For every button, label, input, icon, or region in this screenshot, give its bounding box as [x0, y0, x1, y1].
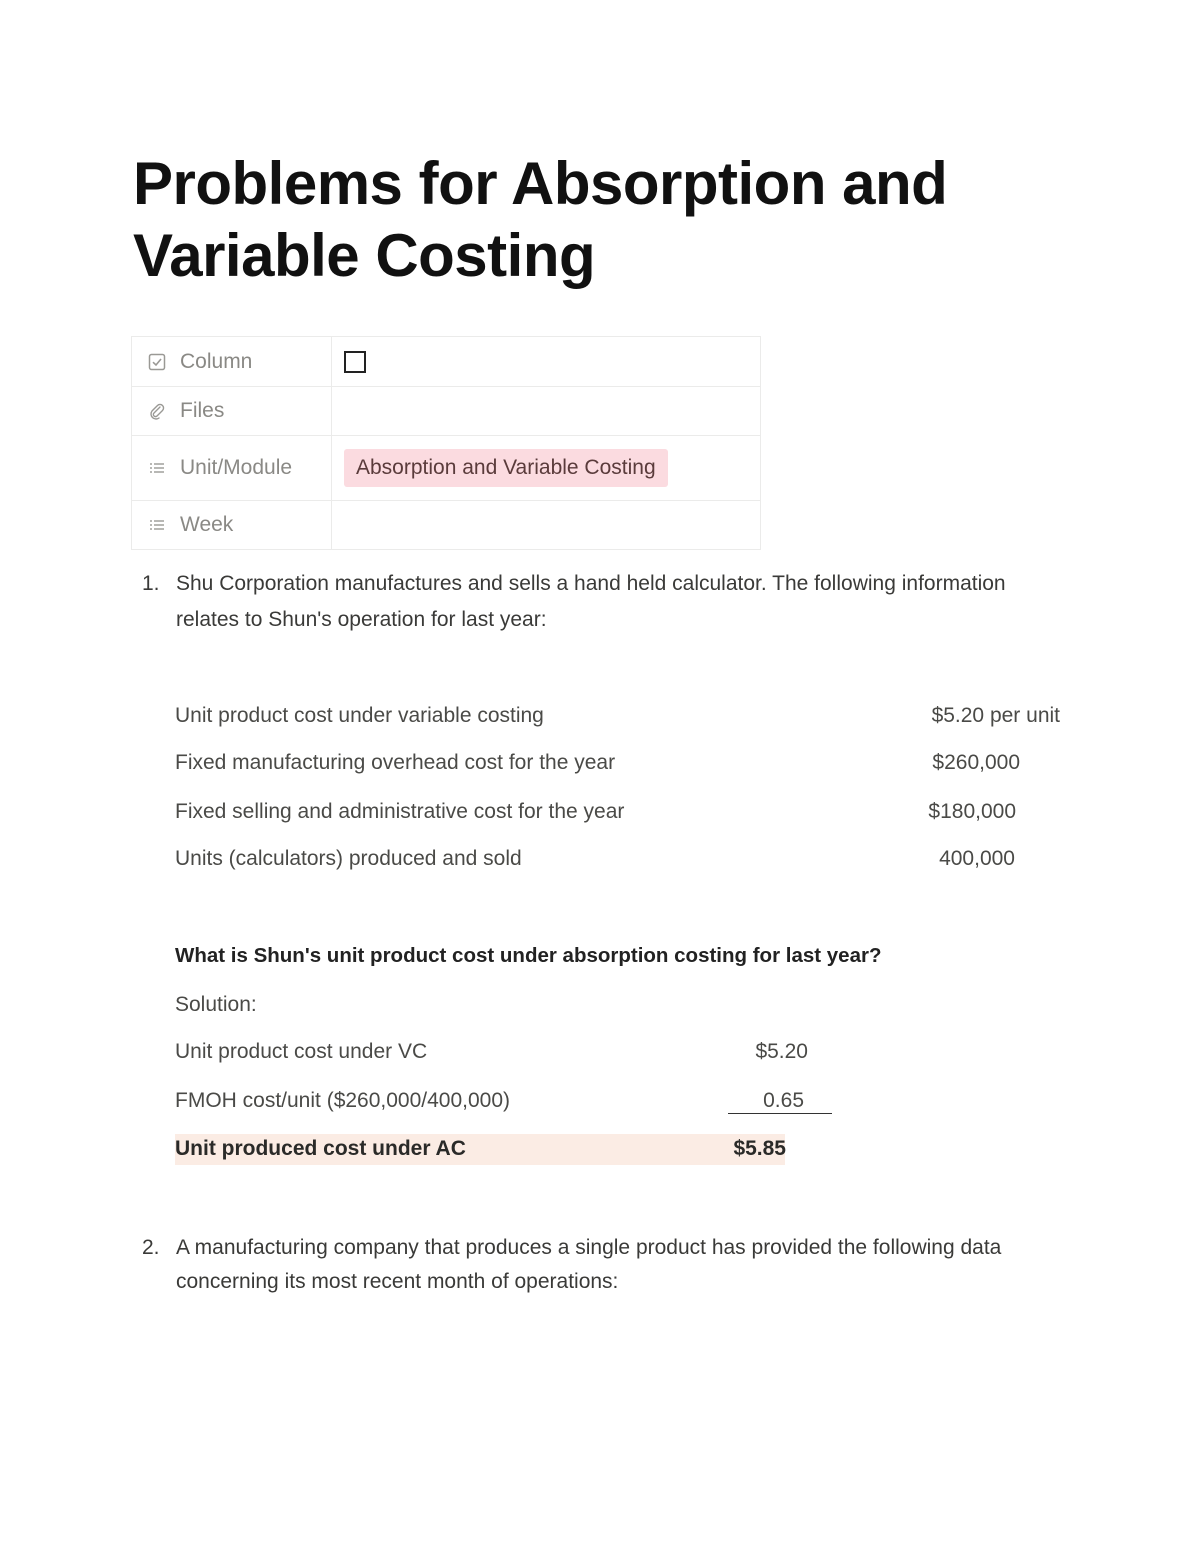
- problem-text: A manufacturing company that produces a single product has provided the following data concerning its most recent month of operations:: [176, 1236, 1002, 1293]
- property-row-files: [132, 387, 760, 436]
- solution-line-value: $5.20: [755, 1040, 808, 1063]
- property-label: Files: [180, 399, 225, 422]
- data-value: $5.20 per unit: [931, 704, 1060, 727]
- property-label: Column: [180, 349, 253, 373]
- problem-2: [142, 1231, 1072, 1299]
- list-number: 2.: [142, 1236, 160, 1259]
- data-label: Fixed selling and administrative cost for the year: [175, 800, 625, 823]
- list-property-icon: [146, 514, 168, 536]
- sum-underline: [728, 1113, 832, 1114]
- solution-line-label: FMOH cost/unit ($260,000/400,000): [175, 1089, 511, 1112]
- problem-text: Shu Corporation manufactures and sells a hand held calculator. The following information relates to Shun's operation for last year:: [176, 572, 1006, 631]
- list-number: 1.: [142, 572, 160, 595]
- unit-module-tag[interactable]: Absorption and Variable Costing: [344, 449, 668, 487]
- column-checkbox[interactable]: [344, 351, 366, 373]
- paperclip-icon: [146, 400, 168, 422]
- solution-label: Solution:: [175, 993, 257, 1016]
- checkbox-property-icon: [146, 351, 168, 373]
- property-row-column: [132, 337, 760, 387]
- property-name-column[interactable]: [132, 337, 332, 386]
- solution-total-value: $5.85: [733, 1137, 786, 1160]
- problem-1: [142, 566, 1072, 638]
- question: What is Shun's unit product cost under absorption costing for last year?: [175, 944, 882, 967]
- property-row-unit-module: [132, 436, 760, 501]
- property-label: Week: [180, 513, 234, 536]
- property-label: Unit/Module: [180, 456, 293, 479]
- property-name-unit-module[interactable]: [132, 436, 332, 500]
- solution-line-label: Unit product cost under VC: [175, 1040, 428, 1063]
- page-title: Problems for Absorption and Variable Costing: [133, 150, 948, 289]
- property-value-week[interactable]: [332, 501, 760, 549]
- property-row-week: [132, 501, 760, 549]
- property-name-week[interactable]: [132, 501, 332, 549]
- property-value-unit-module[interactable]: [332, 436, 760, 500]
- data-label: Units (calculators) produced and sold: [175, 847, 522, 870]
- property-name-files[interactable]: [132, 387, 332, 435]
- data-label: Fixed manufacturing overhead cost for the year: [175, 751, 616, 774]
- property-value-files[interactable]: [332, 387, 760, 435]
- properties-table: [131, 336, 761, 550]
- data-value: 400,000: [939, 847, 1015, 870]
- data-value: $260,000: [932, 751, 1020, 774]
- data-value: $180,000: [928, 800, 1016, 823]
- data-label: Unit product cost under variable costing: [175, 704, 544, 727]
- solution-total-label: Unit produced cost under AC: [175, 1137, 466, 1160]
- solution-line-value: 0.65: [763, 1089, 804, 1112]
- property-value-column: [332, 337, 760, 386]
- list-property-icon: [146, 457, 168, 479]
